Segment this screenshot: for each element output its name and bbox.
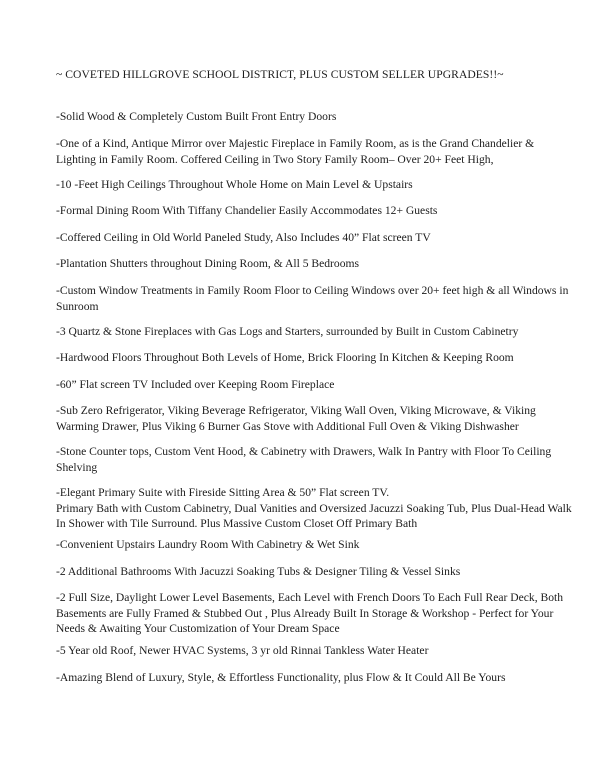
feature-item-2-text: -One of a Kind, Antique Mirror over Majestic Fireplace in Family Room, as is the Grand Chandelier & Lighting in Family Room. Coffered Ceiling in Two Story Family Room– Over 20+ Feet High, bbox=[56, 137, 535, 166]
feature-item-10: -60” Flat screen TV Included over Keeping Room Fireplace bbox=[56, 378, 335, 391]
feature-item-8: -3 Quartz & Stone Fireplaces with Gas Logs and Starters, surrounded by Built in Custom Cabinetry bbox=[56, 325, 519, 338]
feature-item-13: -Elegant Primary Suite with Fireside Sitting Area & 50” Flat screen TV. Primary Bath with Custom Cabinetry, Dual Vanities and Oversized Jacuzzi Soaking Tub, Plus Dual-Head Walk In Shower with Tile Surround. Plus Massive Custom Closet Off Primary Bath bbox=[56, 486, 572, 530]
feature-item-16: -2 Full Size, Daylight Lower Level Basements, Each Level with French Doors To Each Full Rear Deck, Both Basements are Fully Framed & Stubbed Out , Plus Already Built In Storage & Workshop - Perfect for Your Needs & Awaiting Your Customization of Your Dream Space bbox=[56, 591, 564, 635]
feature-item-3: -10 -Feet High Ceilings Throughout Whole Home on Main Level & Upstairs bbox=[56, 178, 413, 191]
feature-item-11: -Sub Zero Refrigerator, Viking Beverage Refrigerator, Viking Wall Oven, Viking Microwave, & Viking Warming Drawer, Plus Viking 6 Burner Gas Stove with Additional Full Oven & Viking Dishwasher bbox=[56, 404, 536, 433]
feature-item-7: -Custom Window Treatments in Family Room Floor to Ceiling Windows over 20+ feet high & all Windows in Sunroom bbox=[56, 284, 569, 313]
feature-item-15: -2 Additional Bathrooms With Jacuzzi Soaking Tubs & Designer Tiling & Vessel Sinks bbox=[56, 565, 461, 578]
feature-item-6: -Plantation Shutters throughout Dining Room, & All 5 Bedrooms bbox=[56, 257, 360, 270]
feature-item-14: -Convenient Upstairs Laundry Room With Cabinetry & Wet Sink bbox=[56, 538, 360, 551]
feature-item-12: -Stone Counter tops, Custom Vent Hood, & Cabinetry with Drawers, Walk In Pantry with Floor To Ceiling Shelving bbox=[56, 445, 552, 474]
feature-item-18: -Amazing Blend of Luxury, Style, & Effortless Functionality, plus Flow & It Could All Be Yours bbox=[56, 671, 506, 684]
feature-item-9: -Hardwood Floors Throughout Both Levels of Home, Brick Flooring In Kitchen & Keeping Room bbox=[56, 351, 514, 364]
feature-item-17: -5 Year old Roof, Newer HVAC Systems, 3 yr old Rinnai Tankless Water Heater bbox=[56, 644, 429, 657]
feature-item-5: -Coffered Ceiling in Old World Paneled Study, Also Includes 40” Flat screen TV bbox=[56, 231, 431, 244]
document-title: ~ COVETED HILLGROVE SCHOOL DISTRICT, PLUS CUSTOM SELLER UPGRADES!!~ bbox=[56, 68, 504, 81]
feature-item-1: -Solid Wood & Completely Custom Built Front Entry Doors bbox=[56, 110, 337, 123]
feature-item-4: -Formal Dining Room With Tiffany Chandelier Easily Accommodates 12+ Guests bbox=[56, 204, 438, 217]
feature-item-2 bbox=[56, 136, 576, 167]
